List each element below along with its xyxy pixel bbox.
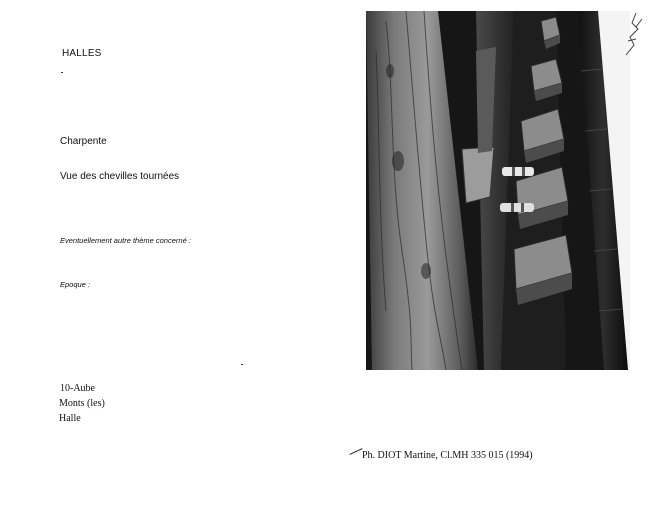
location-building: Halle (59, 413, 81, 424)
location-commune: Monts (les) (59, 398, 105, 409)
record-caption: Vue des chevilles tournées (60, 171, 180, 182)
mark-dot (61, 72, 63, 73)
location-department: 10-Aube (60, 383, 95, 394)
theme-label: Eventuellement autre thème concerné : (60, 236, 191, 245)
credit-mark (349, 448, 362, 455)
foliage-detail (586, 11, 646, 71)
record-subject: Charpente (60, 136, 107, 147)
photo-credit: Ph. DIOT Martine, Cl.MH 335 015 (1994) (362, 450, 533, 461)
mark-dot (241, 364, 243, 365)
record-title: HALLES (62, 48, 102, 59)
epoque-label: Epoque : (60, 280, 91, 289)
